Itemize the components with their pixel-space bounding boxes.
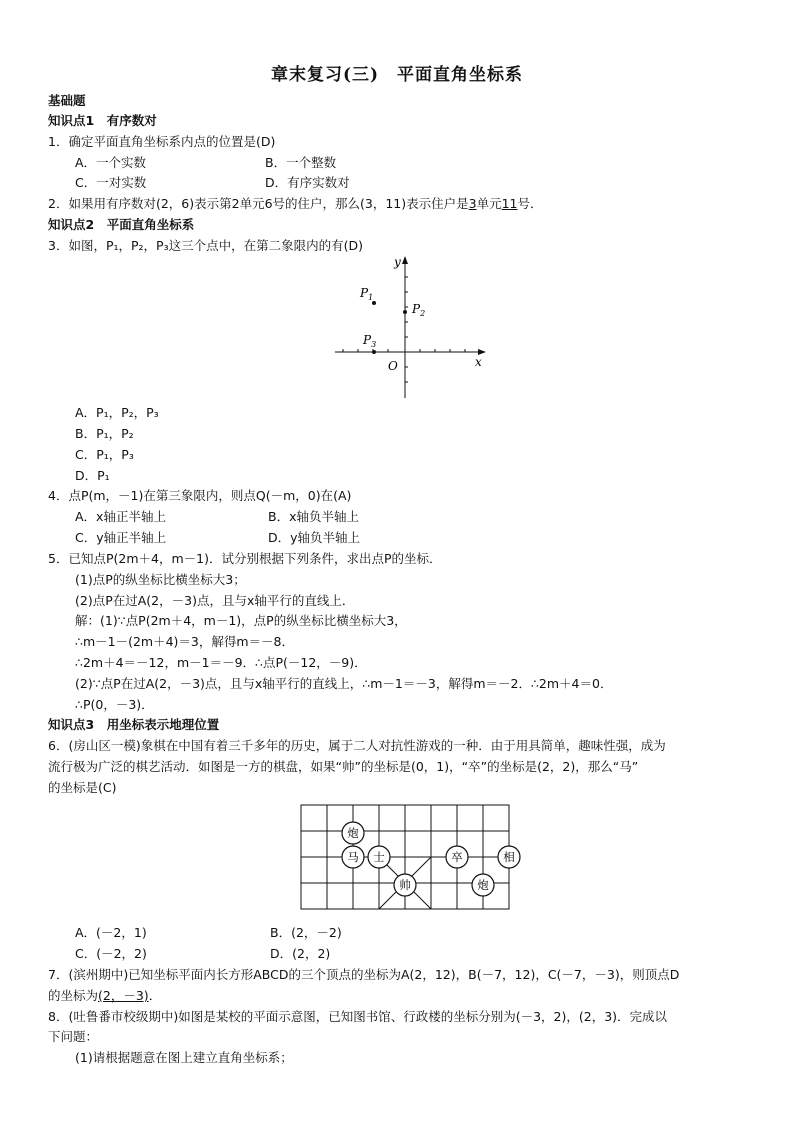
chess-piece-general <box>394 874 416 896</box>
q1-option-d: D．有序实数对 <box>265 175 350 190</box>
section-heading: 基础题 <box>48 93 86 108</box>
q3-stem: 3．如图，P₁，P₂，P₃这三个点中，在第二象限内的有(D) <box>48 238 363 253</box>
q3-option-d: D．P₁ <box>75 468 110 483</box>
q1-stem: 1．确定平面直角坐标系内点的位置是(D) <box>48 134 276 149</box>
q1-option-c: C．一对实数 <box>75 175 147 190</box>
coordinate-figure <box>330 250 490 400</box>
q2-text-pre: 2．如果用有序数对(2，6)表示第2单元6号的住户，那么(3，11)表示住户是 <box>48 196 469 211</box>
chess-piece-cannon <box>472 874 494 896</box>
q1-option-b: B．一个整数 <box>265 155 337 170</box>
q2-answer-number: 11 <box>501 196 518 211</box>
q3-option-b: B．P₁，P₂ <box>75 426 134 441</box>
q2-line <box>48 196 543 212</box>
q4-stem: 4．点P(m，－1)在第三象限内，则点Q(－m，0)在(A) <box>48 488 352 503</box>
svg-text:士: 士 <box>373 850 385 864</box>
knowledge-point-2: 知识点2 平面直角坐标系 <box>48 217 195 232</box>
chess-piece-horse <box>342 846 364 868</box>
q6-option-b: B．(2，－2) <box>270 925 342 940</box>
point-p2-label: $P_2$ <box>412 302 426 318</box>
knowledge-point-1: 知识点1 有序数对 <box>48 113 157 128</box>
q5-solution-line: 解：(1)∵点P(2m＋4，m－1)，点P的纵坐标比横坐标大3， <box>75 613 407 628</box>
q8-stem-line-1: 8．(吐鲁番市校级期中)如图是某校的平面示意图，已知图书馆、行政楼的坐标分别为(－3，2)，(2，3)．完成以 <box>48 1009 668 1024</box>
chess-board-figure <box>296 800 528 920</box>
q6-option-d: D．(2，2) <box>270 946 331 961</box>
point-p1-label: $P_1$ <box>360 286 374 302</box>
q2-text-post: 号． <box>517 196 543 211</box>
knowledge-point-3: 知识点3 用坐标表示地理位置 <box>48 717 220 732</box>
q6-option-c: C．(－2，2) <box>75 946 147 961</box>
q4-option-a: A．x轴正半轴上 <box>75 509 166 524</box>
point-p3 <box>372 350 376 354</box>
q6-stem-line-1: 6．(房山区一模)象棋在中国有着三千多年的历史，属于二人对抗性游戏的一种．由于用具简单，趣味性强，成为 <box>48 738 666 753</box>
q7-stem-line-1: 7．(滨州期中)已知坐标平面内长方形ABCD的三个顶点的坐标为A(2，12)，B(－7，12)，C(－7，－3)，则顶点D <box>48 967 680 982</box>
svg-text:相: 相 <box>503 850 515 864</box>
page-title: 章末复习(三) 平面直角坐标系 <box>270 65 524 85</box>
q4-option-c: C．y轴正半轴上 <box>75 530 167 545</box>
point-p3-label: $P_3$ <box>363 333 377 349</box>
q5-solution-line: (2)∵点P在过A(2，－3)点，且与x轴平行的直线上，∴m－1＝－3，解得m＝－2．∴2m＋4＝0． <box>75 676 613 691</box>
q8-stem-line-2: 下问题： <box>48 1029 99 1044</box>
point-p2 <box>403 310 407 314</box>
q6-option-a: A．(－2，1) <box>75 925 147 940</box>
svg-text:炮: 炮 <box>477 878 489 892</box>
q5-condition-2: (2)点P在过A(2，－3)点，且与x轴平行的直线上． <box>75 593 355 608</box>
q5-solution-line: ∴2m＋4＝－12，m－1＝－9．∴点P(－12，－9)． <box>75 655 367 670</box>
y-axis-arrow <box>402 256 408 264</box>
svg-text:马: 马 <box>347 850 359 864</box>
q6-stem-line-2: 流行极为广泛的棋艺活动．如图是一方的棋盘，如果“帅”的坐标是(0，1)，“卒”的坐标是(2，2)，那么“马” <box>48 759 639 774</box>
q8-subquestion-1: (1)请根据题意在图上建立直角坐标系； <box>75 1050 293 1065</box>
q5-solution-line: ∴P(0，－3)． <box>75 697 154 712</box>
q6-stem-line-3: 的坐标是(C) <box>48 780 117 795</box>
chess-piece-cannon <box>342 822 364 844</box>
svg-text:卒: 卒 <box>451 850 463 864</box>
q2-text-mid: 单元 <box>476 196 502 211</box>
chess-piece-soldier <box>446 846 468 868</box>
q2-answer-unit: 3 <box>468 196 477 211</box>
q5-stem: 5．已知点P(2m＋4，m－1)．试分别根据下列条件，求出点P的坐标． <box>48 551 442 566</box>
chess-piece-advisor <box>368 846 390 868</box>
q4-option-b: B．x轴负半轴上 <box>268 509 359 524</box>
q3-option-a: A．P₁，P₂，P₃ <box>75 405 159 420</box>
svg-text:帅: 帅 <box>399 878 411 892</box>
q5-solution-line: ∴m－1－(2m＋4)＝3，解得m＝－8． <box>75 634 295 649</box>
q3-option-c: C．P₁，P₃ <box>75 447 134 462</box>
q5-condition-1: (1)点P的纵坐标比横坐标大3； <box>75 572 246 587</box>
q1-option-a: A．一个实数 <box>75 155 147 170</box>
x-axis-label: x <box>475 355 482 369</box>
chess-piece-elephant <box>498 846 520 868</box>
y-axis-label: y <box>394 255 401 269</box>
svg-text:炮: 炮 <box>347 826 359 840</box>
q7-answer: (2，－3) <box>98 988 149 1003</box>
origin-label: O <box>388 359 398 373</box>
q4-option-d: D．y轴负半轴上 <box>268 530 361 545</box>
q7-stem-line-2: 的坐标为(2，－3)． <box>48 988 162 1003</box>
